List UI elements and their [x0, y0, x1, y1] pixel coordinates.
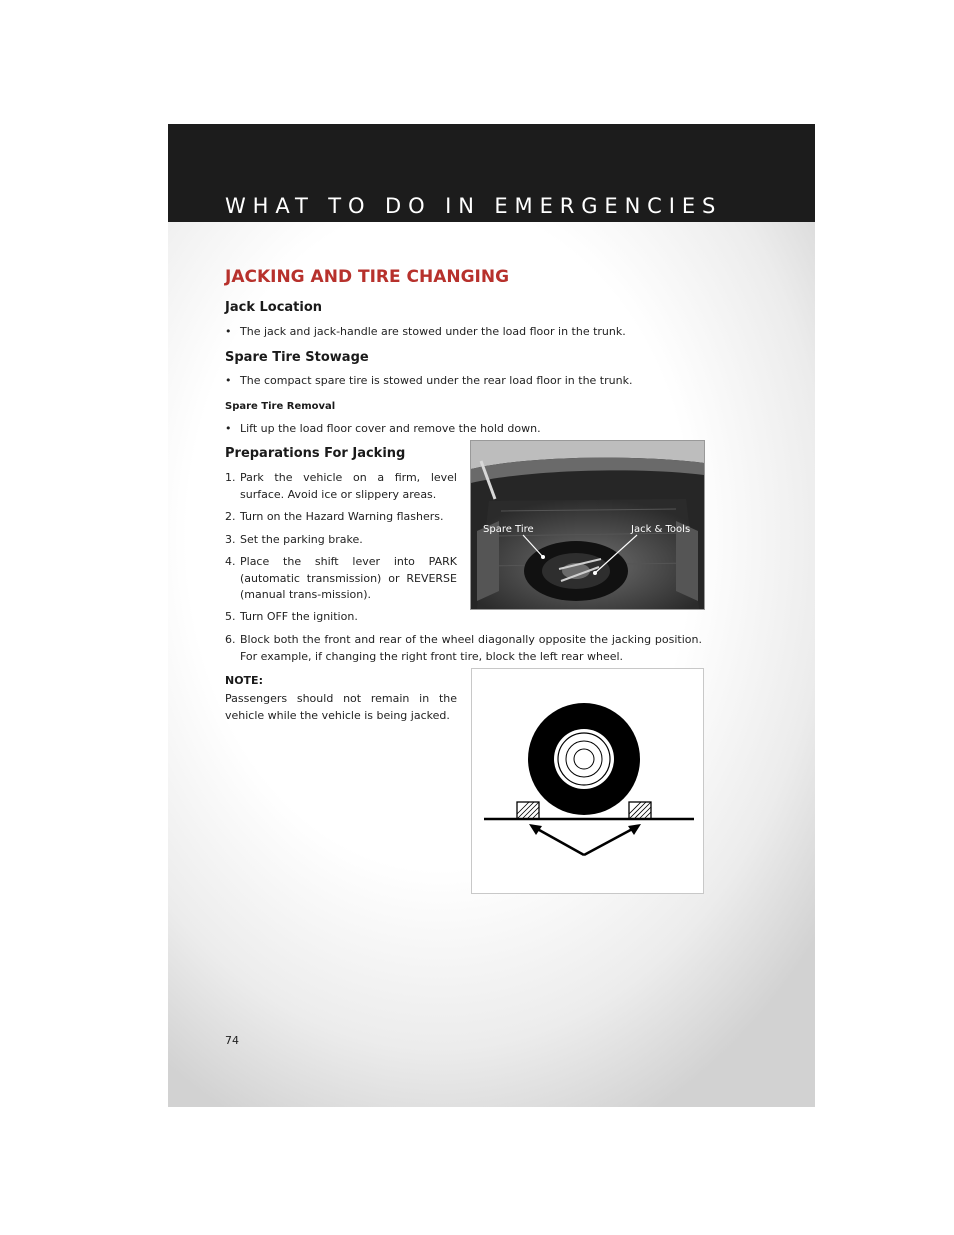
jack-location-bullet [225, 325, 626, 338]
jack-tools-label: Jack & Tools [631, 524, 691, 535]
spare-stowage-heading: Spare Tire Stowage [225, 350, 369, 365]
step-number: 4. [225, 555, 236, 568]
bullet-dot: • [225, 374, 232, 387]
section-title: JACKING AND TIRE CHANGING [225, 267, 510, 287]
right-wheel-chock [629, 802, 651, 819]
spare-tire-label: Spare Tire [483, 524, 534, 535]
step-text: Set the parking brake. [240, 533, 363, 546]
chapter-header [168, 124, 815, 222]
step-5 [225, 609, 457, 626]
trunk-photo-illustration [471, 441, 704, 609]
manual-page [168, 124, 815, 1107]
step-text: Block both the front and rear of the wheel diagonally opposite the jacking position. For example, if changing the right front tire, block the left rear wheel. [240, 633, 702, 663]
step-6 [225, 632, 702, 665]
step-3 [225, 532, 457, 549]
step-number: 6. [225, 633, 236, 646]
preparations-heading: Preparations For Jacking [225, 446, 406, 461]
note-label: NOTE: [225, 674, 263, 687]
chapter-title: WHAT TO DO IN EMERGENCIES [225, 194, 723, 218]
spare-removal-text: Lift up the load floor cover and remove the hold down. [240, 422, 541, 435]
spare-stowage-text: The compact spare tire is stowed under the rear load floor in the trunk. [240, 374, 633, 387]
step-text: Turn OFF the ignition. [240, 610, 358, 623]
trunk-photo [470, 440, 705, 610]
bullet-dot: • [225, 325, 232, 338]
left-wheel-chock [517, 802, 539, 819]
step-text: Turn on the Hazard Warning flashers. [240, 510, 444, 523]
wheel-block-illustration [472, 669, 703, 893]
chock-arrows [529, 824, 641, 855]
wheel-block-diagram [471, 668, 704, 894]
step-text: Place the shift lever into PARK (automatic transmission) or REVERSE (manual trans-mission). [240, 555, 457, 601]
step-number: 1. [225, 471, 236, 484]
spare-removal-heading: Spare Tire Removal [225, 401, 336, 412]
jack-location-heading: Jack Location [225, 300, 323, 315]
step-number: 3. [225, 533, 236, 546]
spare-stowage-bullet [225, 374, 632, 387]
step-1 [225, 470, 457, 503]
step-4 [225, 554, 457, 604]
jack-location-text: The jack and jack-handle are stowed under the load floor in the trunk. [240, 325, 626, 338]
note-text: Passengers should not remain in the vehicle while the vehicle is being jacked. [225, 692, 457, 722]
step-2 [225, 509, 457, 526]
spare-removal-bullet [225, 422, 541, 435]
step-number: 2. [225, 510, 236, 523]
bullet-dot: • [225, 422, 232, 435]
step-text: Park the vehicle on a firm, level surface. Avoid ice or slippery areas. [240, 471, 457, 501]
page-number: 74 [225, 1034, 239, 1047]
step-number: 5. [225, 610, 236, 623]
